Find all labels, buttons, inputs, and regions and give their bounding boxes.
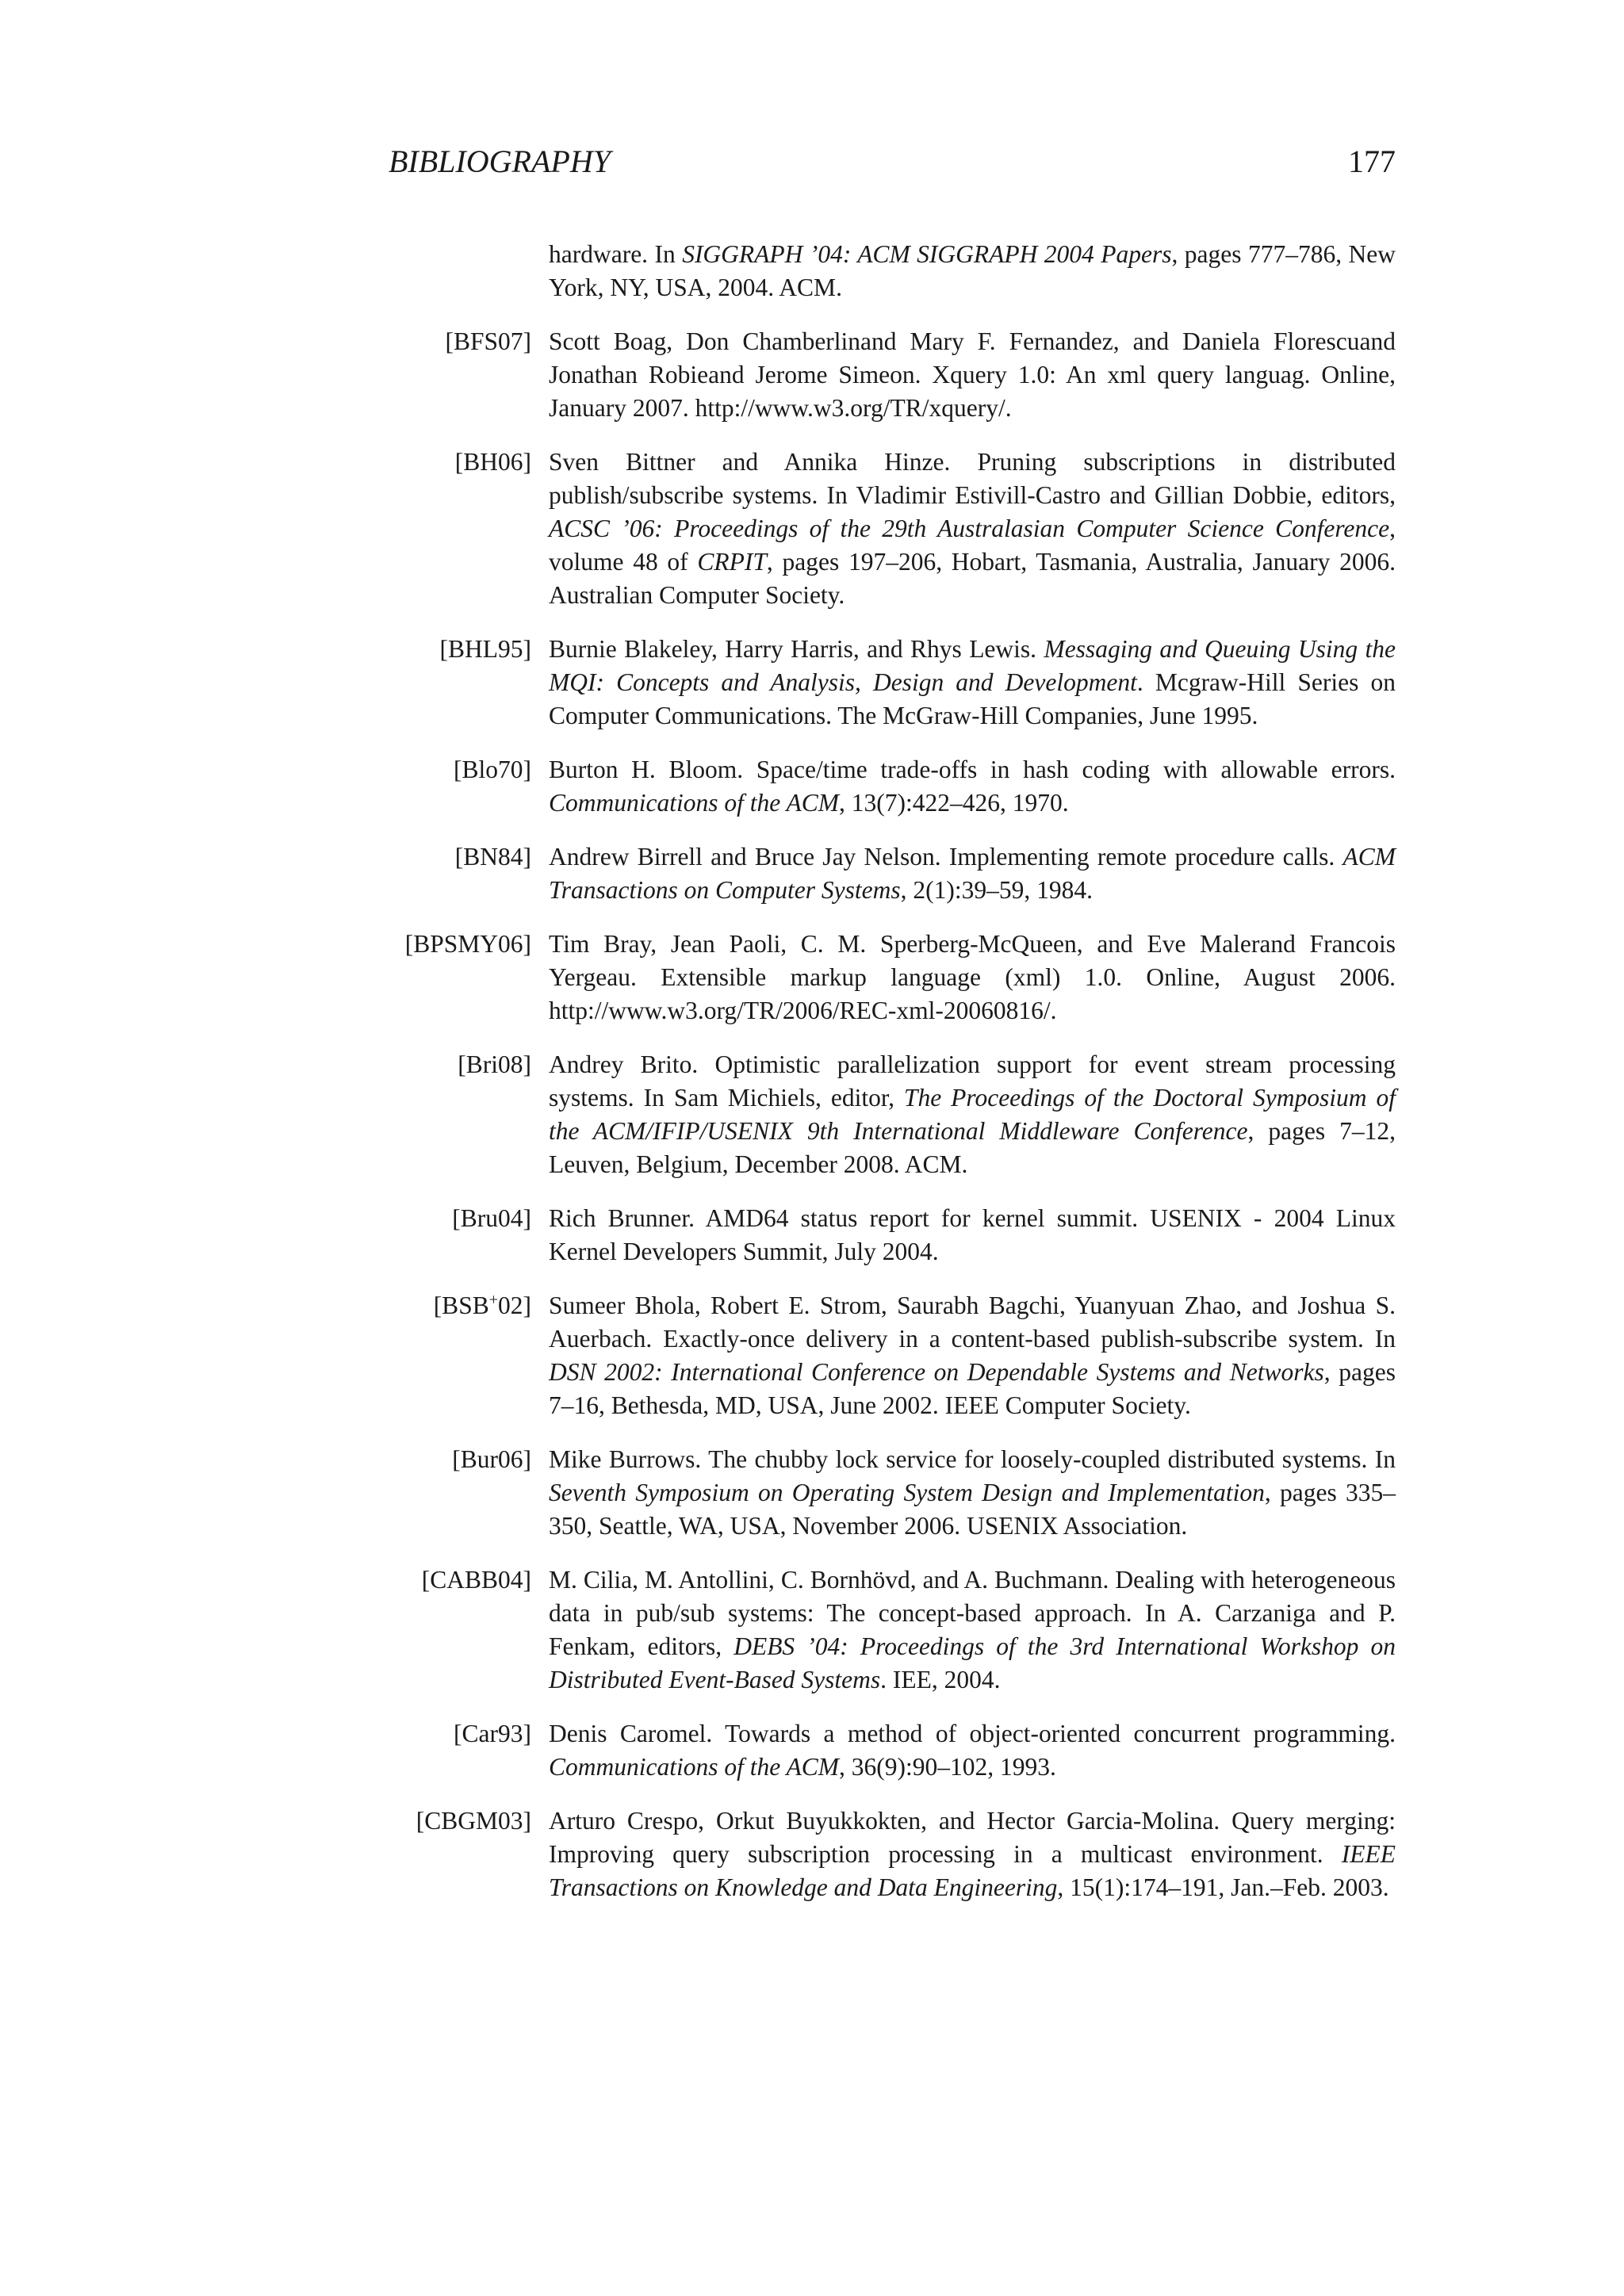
entry-venue: IEEE Transactions on Knowledge and Data Engineering: [549, 1840, 1396, 1901]
bib-entry: [373, 753, 1396, 820]
citation-key: [Bur06]: [452, 1445, 531, 1473]
entry-venue: Communications of the ACM: [549, 1753, 840, 1781]
entry-text: [549, 840, 1396, 907]
entry-text-part: Andrew Birrell and Bruce Jay Nelson. Implementing remote procedure calls.: [549, 843, 1343, 871]
entry-text-part: Rich Brunner. AMD64 status report for kernel summit. USENIX - 2004 Linux Kernel Developers Summit, July 2004.: [549, 1204, 1396, 1265]
entry-text-part: , 36(9):90–102, 1993.: [839, 1753, 1056, 1781]
citation-key: [BHL95]: [439, 635, 531, 663]
entry-text: [549, 1048, 1396, 1181]
entry-venue: DEBS ’04: Proceedings of the 3rd International Workshop on Distributed Event-Based Systems: [549, 1632, 1396, 1693]
entry-venue: Messaging and Queuing Using the MQI: Concepts and Analysis, Design and Development: [549, 635, 1396, 696]
entry-venue: CRPIT: [697, 548, 767, 576]
citation-key-part: 02]: [498, 1292, 531, 1319]
entry-text-part: Scott Boag, Don Chamberlinand Mary F. Fernandez, and Daniela Florescuand Jonathan Robieand Jerome Simeon. Xquery 1.0: An xml query languag. Online, January 2007. http://www.w3.org/TR/xquery/.: [549, 327, 1396, 422]
entry-text-part: , volume 48 of: [549, 515, 1396, 576]
entry-text-part: Sven Bittner and Annika Hinze. Pruning subscriptions in distributed publish/subscribe systems. In Vladimir Estivill-Castro and Gillian Dobbie, editors,: [549, 448, 1396, 509]
entry-text-part: M. Cilia, M. Antollini, C. Bornhövd, and A. Buchmann. Dealing with heterogeneous data in pub/sub systems: The concept-based approach. In A. Carzaniga and P. Fenkam, editors,: [549, 1566, 1396, 1660]
entry-text-part: , pages 777–786, New York, NY, USA, 2004. ACM.: [549, 240, 1396, 301]
entry-text-part: Burnie Blakeley, Harry Harris, and Rhys Lewis.: [549, 635, 1044, 663]
citation-key: [Bru04]: [452, 1204, 531, 1232]
citation-key: [BFS07]: [445, 327, 531, 355]
entry-text: [549, 1443, 1396, 1543]
citation-key: [Blo70]: [454, 756, 531, 783]
entry-text-part: Mike Burrows. The chubby lock service for loosely-coupled distributed systems. In: [549, 1445, 1396, 1473]
bib-entry: [373, 325, 1396, 425]
entry-text-part: , 15(1):174–191, Jan.–Feb. 2003.: [1057, 1873, 1389, 1901]
page-number: 177: [1348, 144, 1396, 179]
entry-text-part: hardware. In: [549, 240, 683, 268]
entry-text-part: , 2(1):39–59, 1984.: [900, 876, 1094, 904]
bib-entry: [373, 1804, 1396, 1904]
entry-text-part: , pages 7–12, Leuven, Belgium, December 2008. ACM.: [549, 1117, 1396, 1178]
citation-key: [BH06]: [454, 448, 531, 476]
entry-text: [549, 1202, 1396, 1269]
bib-entry: [373, 840, 1396, 907]
entry-text: [549, 753, 1396, 820]
bib-entry: [373, 633, 1396, 733]
citation-key: [Bri08]: [458, 1050, 531, 1078]
entry-venue: DSN 2002: International Conference on Dependable Systems and Networks: [549, 1358, 1324, 1386]
citation-key-part: [BSB: [433, 1292, 489, 1319]
entry-text-part: Burton H. Bloom. Space/time trade-offs in hash coding with allowable errors.: [549, 756, 1396, 783]
bib-entry: [373, 1443, 1396, 1543]
entry-venue: ACSC ’06: Proceedings of the 29th Australasian Computer Science Conference: [549, 515, 1390, 542]
entry-venue: SIGGRAPH ’04: ACM SIGGRAPH 2004 Papers: [682, 240, 1172, 268]
citation-key: [373, 1289, 549, 1322]
entry-text-part: . IEE, 2004.: [880, 1666, 1001, 1693]
entry-venue: Communications of the ACM: [549, 789, 840, 817]
entry-text: [549, 1563, 1396, 1697]
citation-key: [CABB04]: [421, 1566, 531, 1594]
entry-venue: The Proceedings of the Doctoral Symposium of the ACM/IFIP/USENIX 9th International Middleware Conference: [549, 1084, 1396, 1145]
bib-entry: [373, 1563, 1396, 1697]
entry-text: [549, 325, 1396, 425]
citation-key: [BN84]: [454, 843, 531, 871]
entry-text-part: , pages 7–16, Bethesda, MD, USA, June 2002. IEEE Computer Society.: [549, 1358, 1396, 1419]
entry-venue: ACM Transactions on Computer Systems: [549, 843, 1396, 904]
bib-entry: [373, 446, 1396, 612]
bib-entry: [373, 1048, 1396, 1181]
bib-entry: [373, 1202, 1396, 1269]
entry-text: [549, 633, 1396, 733]
entry-text: [549, 1717, 1396, 1784]
entry-text-part: , pages 197–206, Hobart, Tasmania, Australia, January 2006. Australian Computer Society.: [549, 548, 1396, 609]
bib-entry: [373, 1289, 1396, 1422]
citation-key-superscript: +: [488, 1291, 498, 1309]
entry-text-part: . Mcgraw-Hill Series on Computer Communications. The McGraw-Hill Companies, June 1995.: [549, 668, 1396, 729]
citation-key: [Car93]: [454, 1720, 531, 1747]
bib-entry: [373, 928, 1396, 1027]
entry-text-part: , pages 335–350, Seattle, WA, USA, November 2006. USENIX Association.: [549, 1479, 1396, 1540]
entry-text-part: , 13(7):422–426, 1970.: [839, 789, 1069, 817]
entry-text: [549, 446, 1396, 612]
entry-text-part: Tim Bray, Jean Paoli, C. M. Sperberg-McQueen, and Eve Malerand Francois Yergeau. Extensible markup language (xml) 1.0. Online, August 2006. http://www.w3.org/TR/2006/REC-xml-20060816/.: [549, 930, 1396, 1024]
entry-text-part: Denis Caromel. Towards a method of object-oriented concurrent programming.: [549, 1720, 1396, 1747]
citation-key: [BPSMY06]: [404, 930, 531, 958]
citation-key: [CBGM03]: [416, 1807, 531, 1835]
entry-text: [549, 1289, 1396, 1422]
entry-text: [549, 928, 1396, 1027]
entry-text-part: Arturo Crespo, Orkut Buyukkokten, and Hector Garcia-Molina. Query merging: Improving query subscription processing in a multicast environment.: [549, 1807, 1396, 1868]
running-header: [389, 143, 1396, 190]
bib-entry: [373, 1717, 1396, 1784]
entry-text-part: Sumeer Bhola, Robert E. Strom, Saurabh Bagchi, Yuanyuan Zhao, and Joshua S. Auerbach. Exactly-once delivery in a content-based publish-subscribe system. In: [549, 1292, 1396, 1353]
bibliography-list: [373, 238, 1396, 1925]
entry-text: [549, 1804, 1396, 1904]
entry-text-part: Andrey Brito. Optimistic parallelization support for event stream processing systems. In Sam Michiels, editor,: [549, 1050, 1396, 1112]
running-title: BIBLIOGRAPHY: [389, 144, 611, 179]
continued-entry: [549, 238, 1396, 304]
entry-venue: Seventh Symposium on Operating System Design and Implementation: [549, 1479, 1265, 1506]
